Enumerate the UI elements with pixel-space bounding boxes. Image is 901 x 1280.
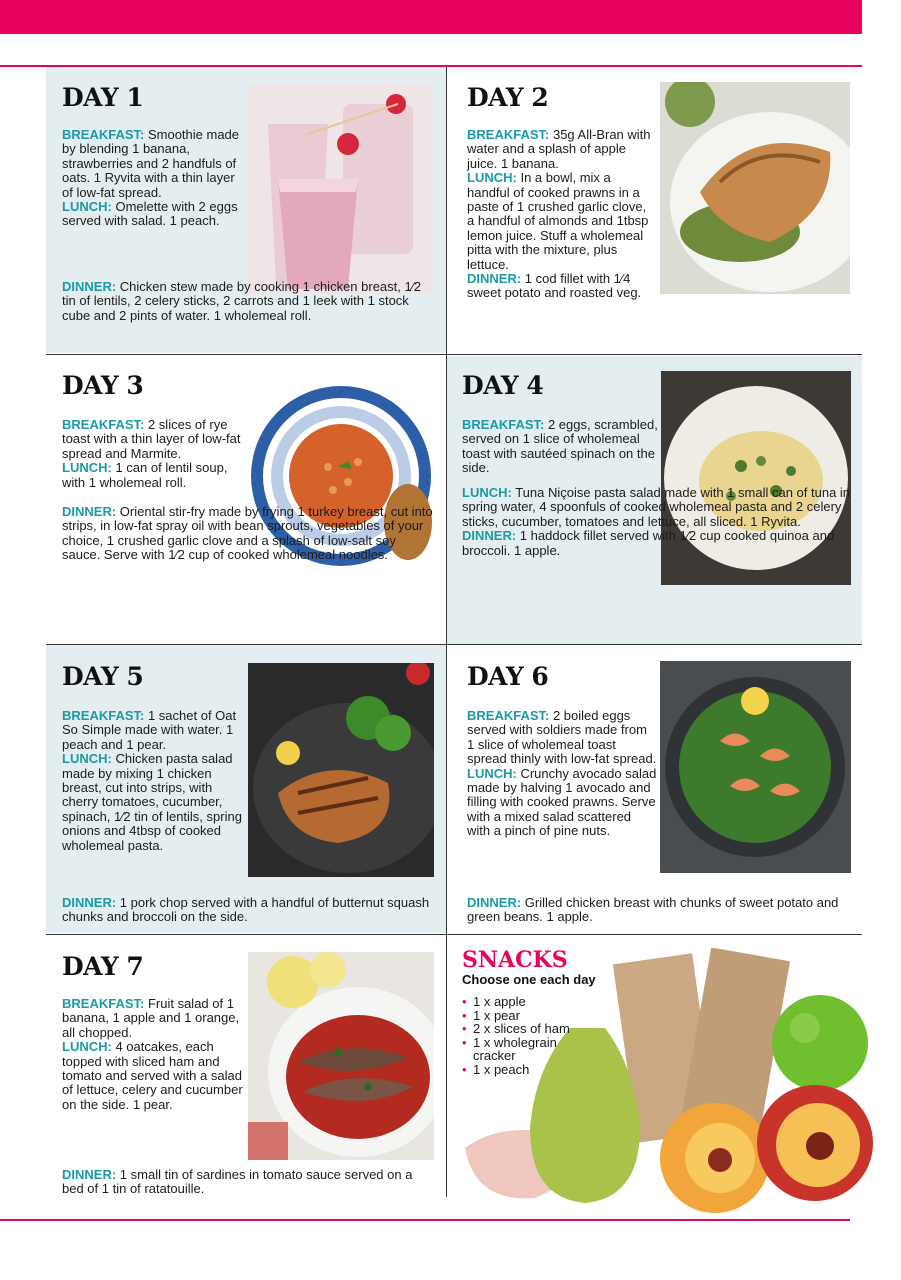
day-6-meals-top bbox=[467, 709, 657, 839]
dinner-entry bbox=[467, 896, 847, 925]
meal-text: 1 sachet of Oat So Simple made with water. 1 peach and 1 pear. bbox=[62, 708, 237, 752]
meal-label: DINNER: bbox=[62, 279, 117, 294]
pork-chop-photo bbox=[248, 663, 434, 877]
day-title: DAY 6 bbox=[467, 662, 549, 691]
lunch-entry bbox=[62, 200, 244, 229]
day-1-dinner bbox=[62, 280, 434, 323]
fish-fillet-photo bbox=[660, 82, 850, 294]
column-divider bbox=[446, 67, 447, 1197]
lunch-entry bbox=[62, 461, 244, 490]
day-3-dinner bbox=[62, 505, 437, 563]
meal-label: LUNCH: bbox=[62, 460, 112, 476]
meal-text: 2 slices of rye toast with a thin layer of low-fat spread and Marmite. bbox=[62, 417, 241, 461]
day-title: DAY 1 bbox=[62, 83, 144, 112]
day-6-dinner bbox=[467, 896, 847, 925]
meal-label: LUNCH: bbox=[62, 199, 112, 215]
lunch-entry bbox=[467, 171, 657, 272]
meal-text: 4 oatcakes, each topped with sliced ham and tomato and served with a salad of lettuce, celery and cucumber on the side. 1 pear. bbox=[62, 1039, 243, 1112]
meal-text: Smoothie made by blending 1 banana, strawberries and 2 handfuls of oats. 1 Ryvita with a thin layer of low-fat spread. bbox=[62, 127, 240, 200]
day-4-meals-top bbox=[462, 418, 658, 476]
breakfast-entry bbox=[462, 418, 658, 476]
meal-text: 2 eggs, scrambled, served on 1 slice of wholemeal toast with sautéed spinach on the side. bbox=[462, 417, 658, 476]
meal-text: Fruit salad of 1 banana, 1 apple and 1 orange, all chopped. bbox=[62, 996, 240, 1040]
day-1-meals-top bbox=[62, 128, 244, 229]
row-divider bbox=[46, 354, 862, 355]
lunch-entry bbox=[467, 767, 657, 839]
meal-label: LUNCH: bbox=[62, 1039, 112, 1055]
dinner-entry bbox=[467, 272, 657, 301]
meal-text: Oriental stir-fry made by frying 1 turkey breast, cut into strips, in low-fat spray oil with bean sprouts, vegetables of your choice, 1 crushed garlic clove and a splash of low-salt soy sauce. Serve with 1⁄2 cup of cooked wholemeal noodles. bbox=[62, 504, 433, 563]
day-3-meals-top bbox=[62, 418, 244, 490]
meal-label: BREAKFAST: bbox=[62, 417, 145, 432]
meal-text: Grilled chicken breast with chunks of sweet potato and green beans. 1 apple. bbox=[467, 895, 839, 925]
dinner-entry bbox=[62, 505, 437, 563]
meal-label: BREAKFAST: bbox=[462, 417, 545, 432]
row-divider bbox=[46, 644, 862, 645]
lunch-entry bbox=[62, 1040, 244, 1112]
breakfast-entry bbox=[62, 997, 244, 1040]
day-4-meals-bottom bbox=[462, 486, 854, 558]
snack-list bbox=[462, 995, 592, 1077]
sardines-photo bbox=[248, 952, 434, 1160]
meal-label: DINNER: bbox=[467, 895, 522, 910]
list-item: • 1 x pear bbox=[462, 1009, 592, 1023]
lunch-entry bbox=[62, 752, 244, 853]
dinner-entry bbox=[62, 280, 434, 323]
meal-label: LUNCH: bbox=[467, 765, 517, 781]
meal-label: DINNER: bbox=[62, 1167, 117, 1182]
day-title: DAY 3 bbox=[62, 371, 144, 400]
meal-label: DINNER: bbox=[462, 528, 517, 544]
meal-text: 1 haddock fillet served with 1⁄2 cup cooked quinoa and broccoli. 1 apple. bbox=[462, 528, 835, 558]
meal-label: BREAKFAST: bbox=[467, 708, 550, 723]
day-5-meals-top bbox=[62, 709, 244, 853]
meal-text: 1 pork chop served with a handful of butternut squash chunks and broccoli on the side. bbox=[62, 895, 430, 925]
breakfast-entry bbox=[62, 709, 244, 752]
list-item: • 1 x peach bbox=[462, 1063, 592, 1077]
meal-text: 1 can of lentil soup, with 1 wholemeal roll. bbox=[62, 460, 228, 490]
lunch-entry bbox=[462, 486, 854, 529]
list-item: • 1 x apple bbox=[462, 995, 592, 1009]
meal-text: Tuna Niçoise pasta salad made with 1 small can of tuna in spring water, 4 spoonfuls of cooked wholemeal pasta and 2 celery sticks, cucumber, tomatoes and lettuce, all sliced. 1 Ryvita. bbox=[462, 485, 851, 529]
meal-label: LUNCH: bbox=[62, 751, 112, 767]
bottom-rule bbox=[0, 1219, 850, 1221]
meal-label: DINNER: bbox=[467, 271, 522, 287]
meal-label: BREAKFAST: bbox=[62, 996, 145, 1011]
day-7-dinner bbox=[62, 1168, 437, 1197]
dinner-entry bbox=[462, 529, 854, 558]
meal-text: 1 small tin of sardines in tomato sauce served on a bed of 1 tin of ratatouille. bbox=[62, 1167, 413, 1197]
meal-text: Crunchy avocado salad made by halving 1 avocado and filling with cooked prawns. Serve with a mixed salad scattered with a pinch of pine nuts. bbox=[467, 765, 657, 839]
meal-text: 1 cod fillet with 1⁄4 sweet potato and roasted veg. bbox=[467, 271, 642, 301]
strawberry-smoothie-photo bbox=[248, 84, 433, 294]
meal-text: Chicken stew made by cooking 1 chicken breast, 1⁄2 tin of lentils, 2 celery sticks, 2 carrots and 1 leek with 1 stock cube and 2 pints of water. 1 wholemeal roll. bbox=[62, 279, 422, 323]
day-title: DAY 2 bbox=[467, 83, 549, 112]
breakfast-entry bbox=[467, 128, 657, 171]
list-item: • 2 x slices of ham bbox=[462, 1022, 592, 1036]
list-item: • 1 x wholegrain cracker bbox=[462, 1036, 592, 1063]
meal-label: LUNCH: bbox=[467, 170, 517, 186]
meal-label: DINNER: bbox=[62, 895, 117, 910]
dinner-entry bbox=[62, 896, 437, 925]
day-7-meals-top bbox=[62, 997, 244, 1112]
snacks-subtitle: Choose one each day bbox=[462, 972, 596, 987]
day-title: DAY 4 bbox=[462, 371, 544, 400]
meal-text: Chicken pasta salad made by mixing 1 chicken breast, cut into strips, with cherry tomatoes, cucumber, spinach, 1⁄2 tin of lentils, spring onions and 4tbsp of cooked wholemeal pasta. bbox=[62, 751, 242, 853]
row-divider bbox=[46, 934, 862, 935]
meal-label: BREAKFAST: bbox=[467, 127, 550, 142]
breakfast-entry bbox=[467, 709, 657, 767]
day-title: DAY 7 bbox=[62, 952, 144, 981]
snacks-title: SNACKS bbox=[462, 947, 568, 973]
top-accent-bar bbox=[0, 0, 862, 34]
day-2-meals-top bbox=[467, 128, 657, 301]
meal-label: LUNCH: bbox=[462, 485, 512, 500]
meal-text: 35g All-Bran with water and a splash of apple juice. 1 banana. bbox=[467, 127, 651, 171]
prawn-salad-photo bbox=[660, 661, 851, 873]
day-title: DAY 5 bbox=[62, 662, 144, 691]
day-5-dinner bbox=[62, 896, 437, 925]
snack-fruits-photo bbox=[455, 948, 880, 1228]
meal-label: BREAKFAST: bbox=[62, 708, 145, 723]
meal-text: In a bowl, mix a handful of cooked prawns in a paste of 1 crushed garlic clove, a handful of almonds and 1tbsp lemon juice. Stuff a wholemeal pitta with the mixture, plus lettuce. bbox=[467, 170, 649, 272]
meal-text: Omelette with 2 eggs served with salad. 1 peach. bbox=[62, 199, 238, 229]
meal-label: DINNER: bbox=[62, 504, 117, 519]
breakfast-entry bbox=[62, 128, 244, 200]
meal-text: 2 boiled eggs served with soldiers made from 1 slice of wholemeal toast spread thinly with low-fat spread. bbox=[467, 708, 657, 767]
breakfast-entry bbox=[62, 418, 244, 461]
dinner-entry bbox=[62, 1168, 437, 1197]
meal-label: BREAKFAST: bbox=[62, 127, 145, 142]
